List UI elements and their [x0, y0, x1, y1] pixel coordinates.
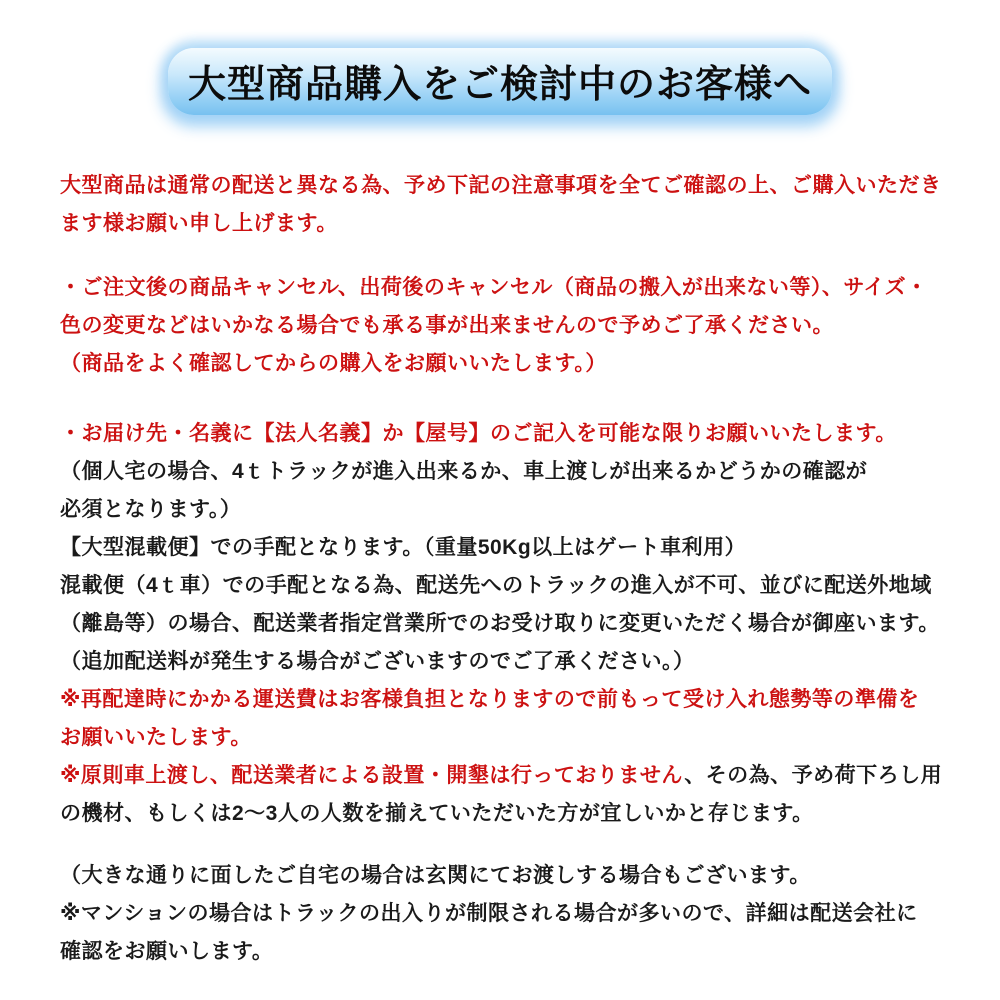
title-section [60, 0, 940, 115]
notice-line: 大型商品は通常の配送と異なる為、予め下記の注意事項を全てご確認の上、ご購入いただき [60, 174, 942, 197]
notice-line-segment: ※原則車上渡し、配送業者による設置・開墾は行っておりません [60, 764, 685, 787]
notice-line: （追加配送料が発生する場合がございますのでご了承ください。） [60, 650, 695, 673]
notice-line: ・お届け先・名義に【法人名義】か【屋号】のご記入を可能な限りお願いいたします。 [60, 422, 897, 445]
notice-line: 色の変更などはいかなる場合でも承る事が出来ませんので予めご了承ください。 [60, 314, 834, 337]
notice-line: （大きな通りに面したご自宅の場合は玄関にてお渡しする場合もございます。 [60, 864, 811, 887]
notice-line: （個人宅の場合、4ｔトラックが進入出来るか、車上渡しが出来るかどうかの確認が [60, 460, 868, 483]
handover-note-paragraph [60, 857, 940, 971]
cancel-policy-paragraph [60, 269, 940, 383]
notice-line: ます様お願い申し上げます。 [60, 212, 338, 235]
intro-paragraph [60, 167, 940, 243]
page-title: 大型商品購入をご検討中のお客様へ [168, 48, 832, 115]
notice-line-segment: 、その為、予め荷下ろし用 [684, 764, 943, 787]
notice-line: 【大型混載便】での手配となります。（重量50Kg以上はゲート車利用） [60, 536, 747, 559]
notice-body [60, 167, 943, 971]
notice-line: の機材、もしくは2～3人の人数を揃えていただいた方が宜しいかと存じます。 [60, 802, 814, 825]
notice-line: ・ご注文後の商品キャンセル、出荷後のキャンセル（商品の搬入が出来ない等）、サイズ・ [60, 276, 928, 299]
notice-line: （離島等）の場合、配送業者指定営業所でのお受け取りに変更いただく場合が御座います。 [60, 612, 940, 635]
notice-line: 混載便（4ｔ車）での手配となる為、配送先へのトラックの進入が不可、並びに配送外地域 [60, 574, 932, 597]
notice-line: お願いいたします。 [60, 726, 252, 749]
notice-line [60, 757, 943, 795]
notice-line: 確認をお願いします。 [60, 940, 274, 963]
delivery-detail-paragraph [60, 415, 943, 833]
notice-line: （商品をよく確認してからの購入をお願いいたします。） [60, 352, 607, 375]
notice-line: 必須となります。） [60, 498, 242, 521]
notice-line: ※マンションの場合はトラックの出入りが制限される場合が多いので、詳細は配送会社に [60, 902, 918, 925]
notice-line: ※再配達時にかかる運送費はお客様負担となりますので前もって受け入れ態勢等の準備を [60, 688, 920, 711]
